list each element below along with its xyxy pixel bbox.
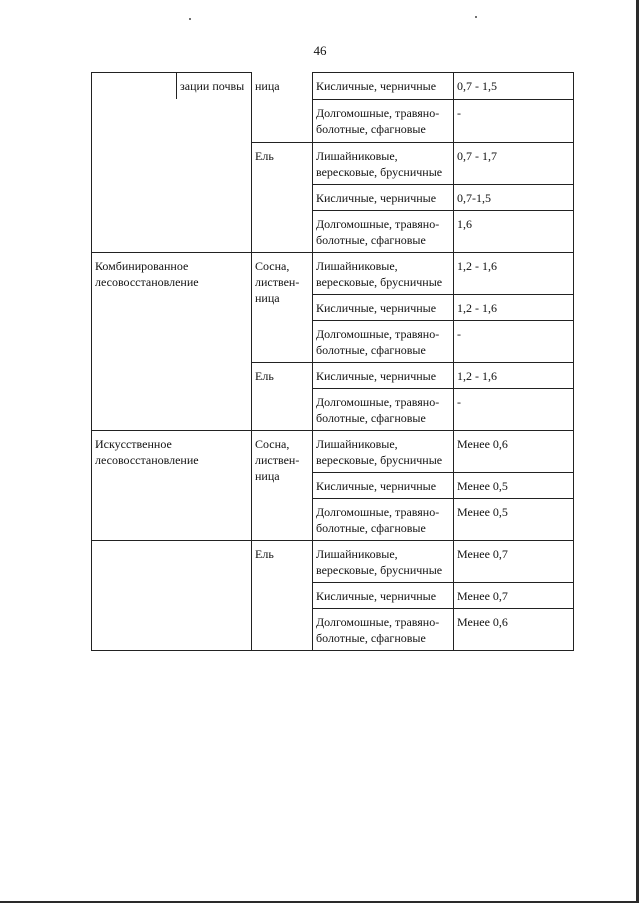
value-cell: - — [454, 100, 574, 143]
value-cell: 0,7 - 1,7 — [454, 143, 574, 185]
forest-type-cell: Долгомошные, травяно-болотные, сфагновые — [313, 389, 454, 431]
value-cell: 0,7-1,5 — [454, 185, 574, 211]
forest-type-cell: Долгомошные, травяно-болотные, сфагновые — [313, 499, 454, 541]
species-cell: Сосна, листвен-ница — [252, 253, 313, 363]
value-cell: 1,2 - 1,6 — [454, 253, 574, 295]
value-cell: Менее 0,6 — [454, 431, 574, 473]
species-cell: Сосна, листвен-ница — [252, 431, 313, 541]
forest-type-cell: Кисличные, черничные — [313, 363, 454, 389]
value-cell: Менее 0,5 — [454, 473, 574, 499]
forest-type-cell: Долгомошные, травяно-болотные, сфагновые — [313, 609, 454, 651]
forest-type-cell: Кисличные, черничные — [313, 185, 454, 211]
value-cell: 1,2 - 1,6 — [454, 363, 574, 389]
forest-type-cell: Кисличные, черничные — [313, 73, 454, 100]
forest-type-cell: Лишайниковые, вересковые, брусничные — [313, 143, 454, 185]
table-row — [92, 253, 574, 295]
scan-speck — [189, 18, 191, 20]
method-cell: Искусственное лесовосстановление — [92, 431, 252, 541]
method-cell — [92, 73, 252, 253]
value-cell: 1,6 — [454, 211, 574, 253]
method-cell: Комбинированное лесовосстановление — [92, 253, 252, 431]
table-row — [92, 541, 574, 583]
species-cell: Ель — [252, 363, 313, 431]
species-cell: Ель — [252, 143, 313, 253]
forest-type-cell: Кисличные, черничные — [313, 583, 454, 609]
value-cell: 1,2 - 1,6 — [454, 295, 574, 321]
method-cell-empty — [92, 541, 252, 651]
forest-type-cell: Долгомошные, травяно-болотные, сфагновые — [313, 100, 454, 143]
forest-type-cell: Лишайниковые, вересковые, брусничные — [313, 431, 454, 473]
page-number: 46 — [313, 43, 327, 58]
soil-note-cell: зации почвы — [180, 79, 245, 93]
forest-regeneration-table — [91, 72, 574, 651]
value-cell: - — [454, 321, 574, 363]
scan-speck — [475, 16, 477, 18]
value-cell: 0,7 - 1,5 — [454, 73, 574, 100]
table-row — [92, 73, 574, 100]
species-cell: Ель — [252, 541, 313, 651]
forest-type-cell: Долгомошные, травяно-болотные, сфагновые — [313, 321, 454, 363]
forest-type-cell: Кисличные, черничные — [313, 473, 454, 499]
value-cell: - — [454, 389, 574, 431]
species-cell: ница — [252, 73, 313, 143]
value-cell: Менее 0,6 — [454, 609, 574, 651]
forest-type-cell: Лишайниковые, вересковые, брусничные — [313, 541, 454, 583]
method-cell-empty — [92, 73, 177, 99]
value-cell: Менее 0,5 — [454, 499, 574, 541]
value-cell: Менее 0,7 — [454, 583, 574, 609]
forest-type-cell: Долгомошные, травяно-болотные, сфагновые — [313, 211, 454, 253]
forest-type-cell: Кисличные, черничные — [313, 295, 454, 321]
table-row — [92, 431, 574, 473]
forest-type-cell: Лишайниковые, вересковые, брусничные — [313, 253, 454, 295]
value-cell: Менее 0,7 — [454, 541, 574, 583]
